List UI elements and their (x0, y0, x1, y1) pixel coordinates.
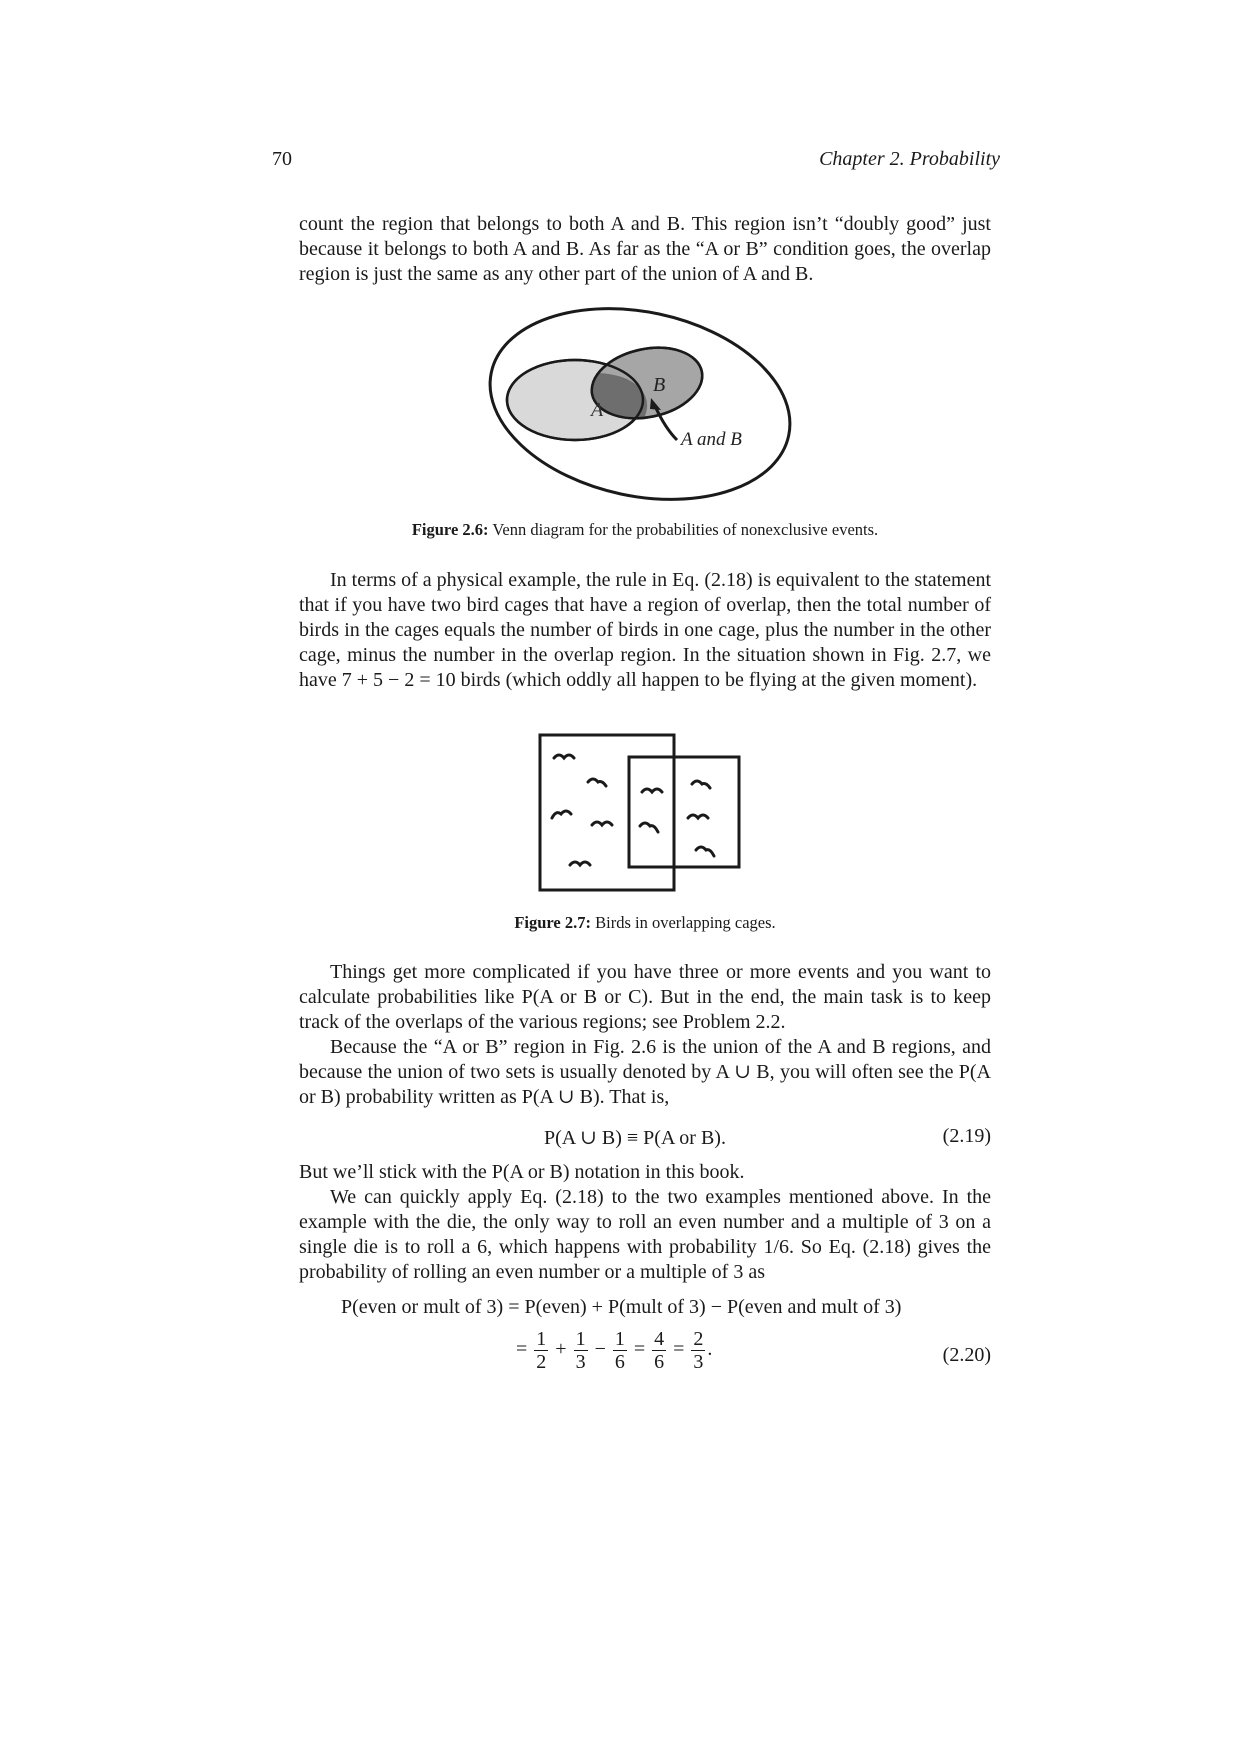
bird-7 (640, 823, 658, 832)
paragraph-4: Because the “A or B” region in Fig. 2.6 is the union of the A and B regions, and because the union of two sets is usually denoted by A ∪ B, you will often see the P(A or B) probability written as P(A ∪ B). That is, (299, 1036, 991, 1108)
bird-10 (696, 847, 714, 856)
caption-label: Figure 2.7: (514, 913, 591, 932)
bird-3 (552, 811, 571, 818)
caption-label: Figure 2.6: (411, 520, 489, 539)
fraction-4: $\frac{4}{6}$ (654, 1328, 665, 1373)
bird-9 (688, 815, 708, 818)
label-a: A (591, 399, 604, 421)
equation-number-2-19: (2.19) (942, 1125, 991, 1147)
bird-5 (570, 862, 590, 865)
equals-sign: = (516, 1338, 528, 1361)
bird-4 (592, 822, 612, 825)
period: . (707, 1338, 713, 1361)
minus-sign: − (594, 1338, 606, 1361)
fraction-3: $\frac{1}{6}$ (614, 1328, 625, 1373)
fraction-5: $\frac{2}{3}$ (693, 1328, 704, 1373)
paragraph-1: count the region that belongs to both A and B. This region isn’t “doubly good” just because it belongs to both A and B. As far as the “A or B” condition goes, the overlap region is just the same as any other part of the union of A and B. (299, 213, 991, 285)
paragraph-2: In terms of a physical example, the rule in Eq. (2.18) is equivalent to the statement that if you have two bird cages that have a region of overlap, then the total number of birds in the cages equals the number of birds in one cage, plus the number in the other cage, minus the number in the overlap region. In the situation shown in Fig. 2.7, we have 7 + 5 − 2 = 10 birds (which oddly all happen to be flying at the given moment). (299, 569, 991, 691)
equals-sign: = (673, 1338, 685, 1361)
caption-text: Venn diagram for the probabilities of nonexclusive events. (488, 520, 879, 539)
equation-2-20-line-1: P(even or mult of 3) = P(even) + P(mult of 3) − P(even and mult of 3) (341, 1296, 902, 1318)
fraction-1: $\frac{1}{2}$ (536, 1328, 547, 1373)
figure-2-6-caption (299, 520, 991, 540)
paragraph-3: Things get more complicated if you have three or more events and you want to calculate probabilities like P(A or B or C). But in the end, the main task is to keep track of the overlaps of the various regions; see Problem 2.2. (299, 961, 991, 1033)
page-number: 70 (272, 148, 292, 170)
paragraph-5: But we’ll stick with the P(A or B) notation in this book. (299, 1161, 745, 1183)
equation-number-2-20: (2.20) (942, 1344, 991, 1366)
bird-8 (692, 781, 710, 788)
caption-text: Birds in overlapping cages. (591, 913, 776, 932)
running-head: Chapter 2. Probability (819, 148, 1000, 170)
bird-1 (554, 755, 574, 758)
venn-diagram (485, 306, 805, 502)
equation-2-20-line-2 (516, 1328, 712, 1373)
bird-cages-diagram (536, 732, 746, 892)
equals-sign: = (633, 1338, 646, 1361)
plus-sign: + (555, 1338, 567, 1361)
cage-right (629, 757, 739, 867)
fraction-2: $\frac{1}{3}$ (575, 1328, 586, 1373)
bird-2 (588, 779, 606, 786)
figure-2-7-caption (299, 913, 991, 933)
bird-6 (642, 789, 662, 792)
label-b: B (653, 374, 666, 396)
equation-2-19: P(A ∪ B) ≡ P(A or B). (544, 1127, 726, 1149)
paragraph-6: We can quickly apply Eq. (2.18) to the two examples mentioned above. In the example with the die, the only way to roll an even number and a multiple of 3 on a single die is to roll a 6, which happens with probability 1/6. So Eq. (2.18) gives the probability of rolling an even number or a multiple of 3 as (299, 1186, 991, 1283)
label-a-and-b: A and B (681, 429, 742, 450)
